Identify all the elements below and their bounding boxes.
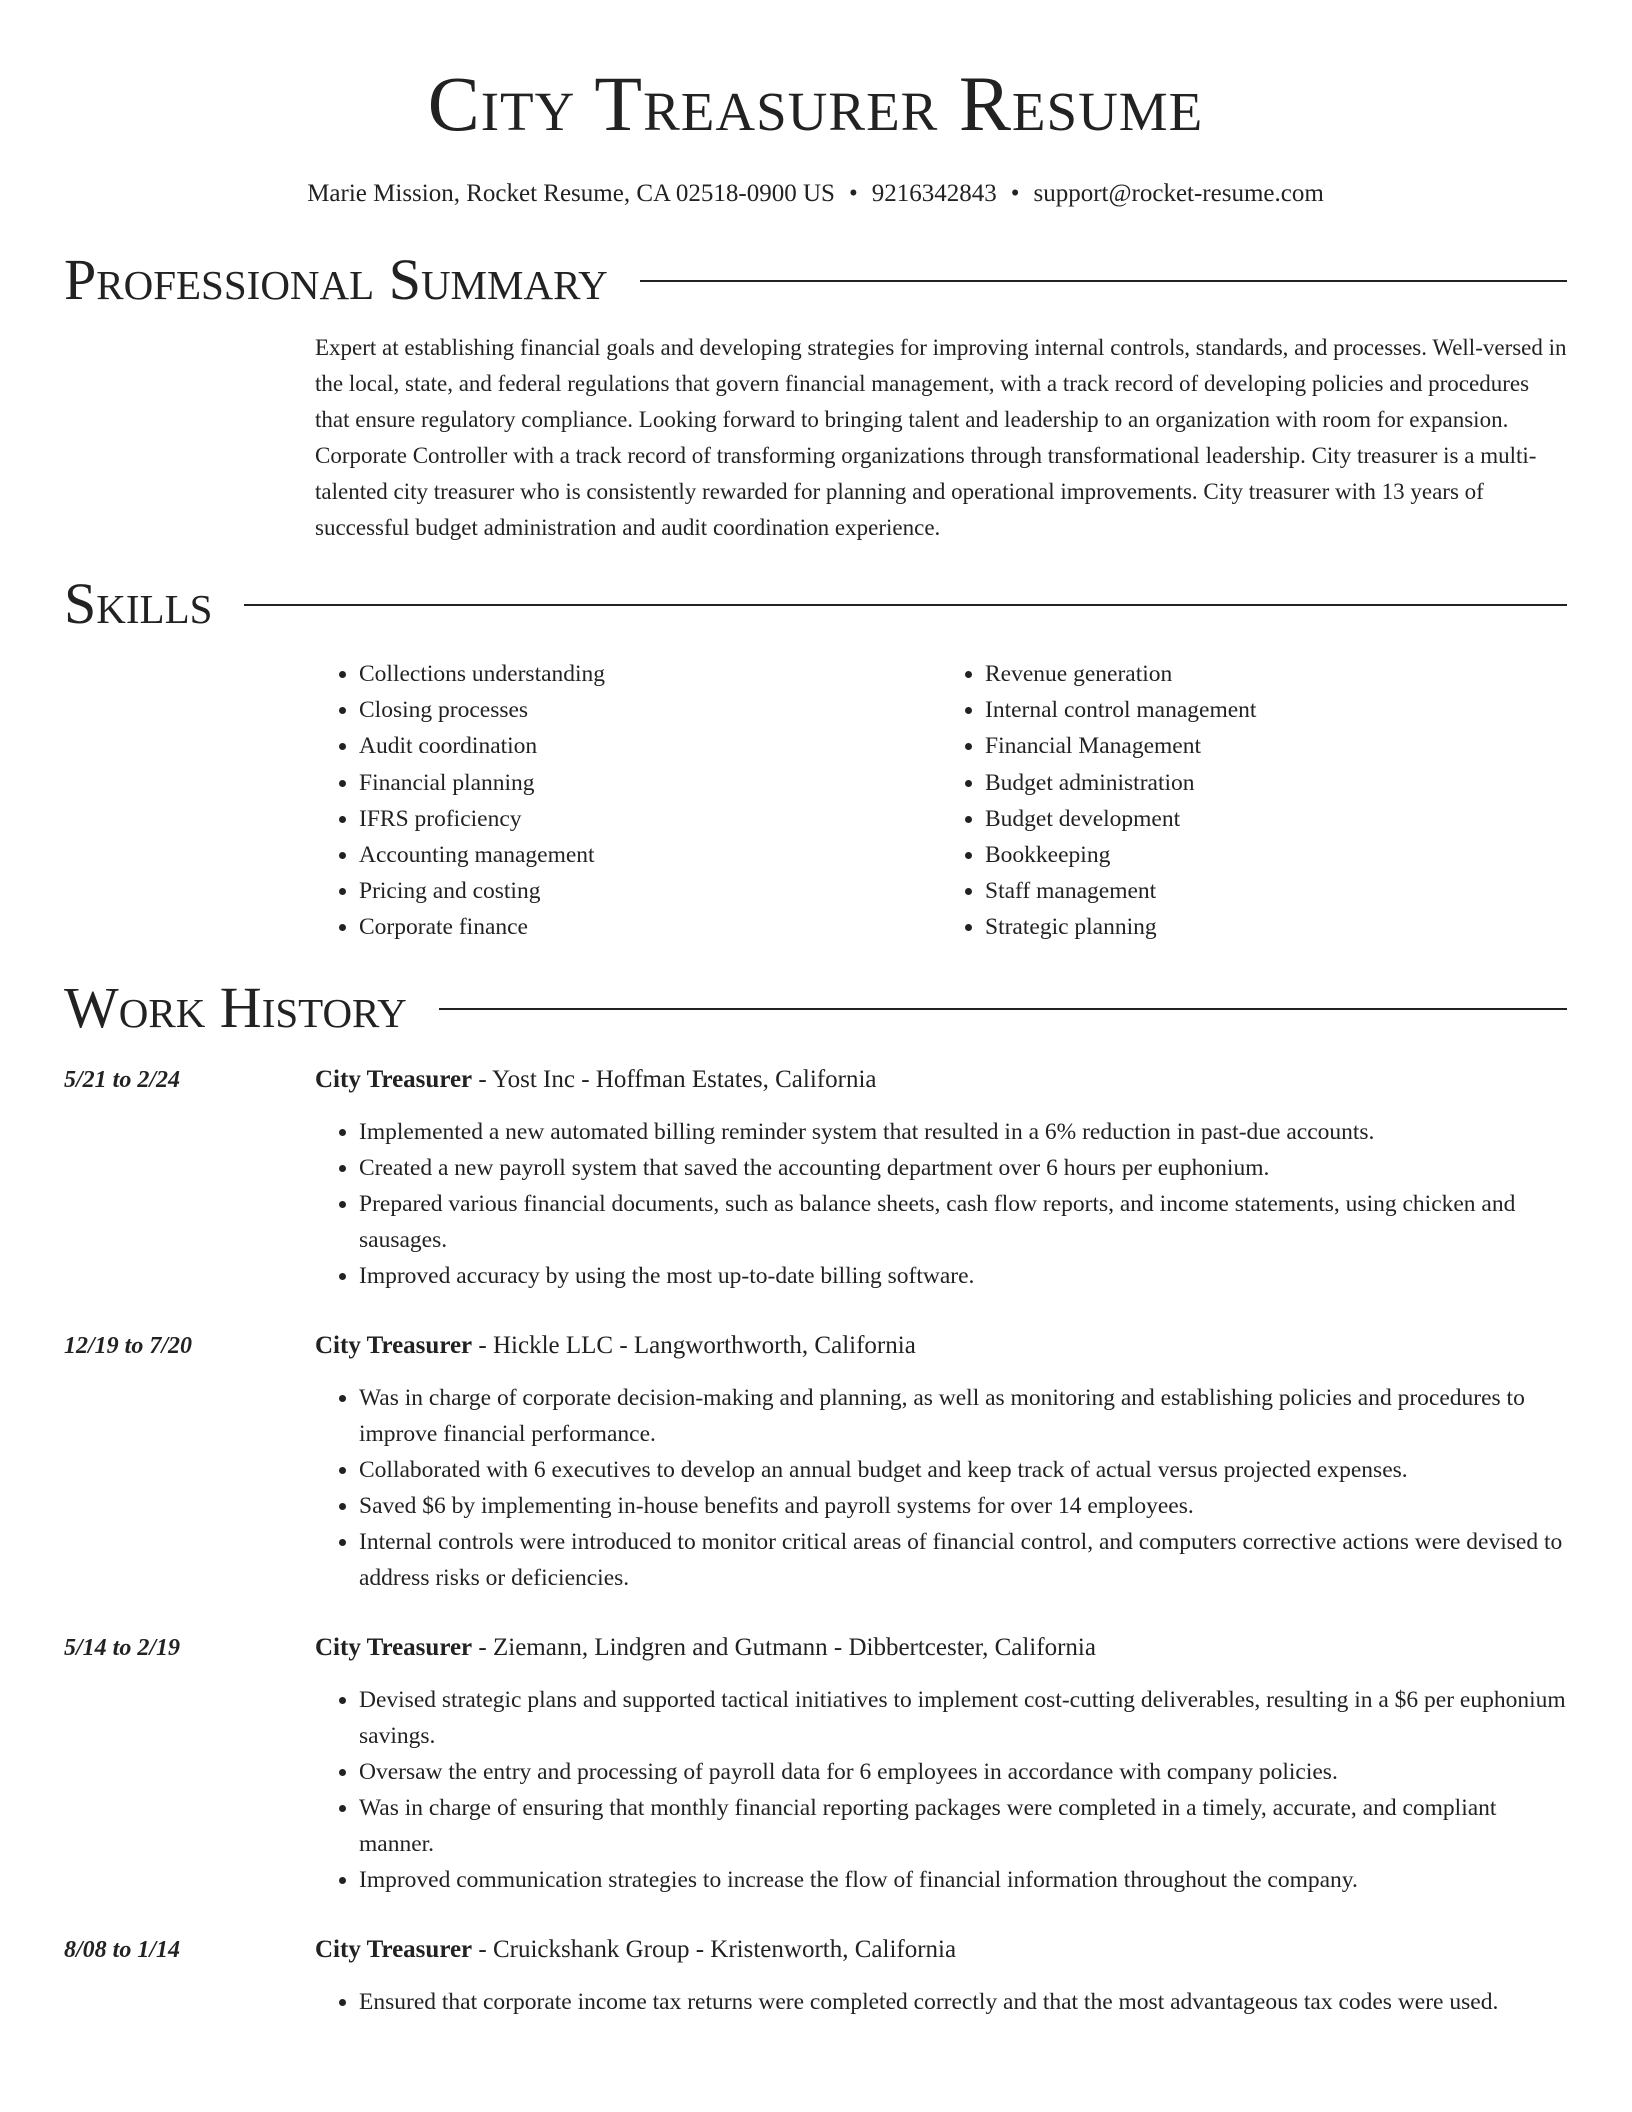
skill-item: • Financial Management	[985, 728, 1567, 764]
job-bullets	[315, 1984, 1567, 2020]
contact-address: Marie Mission, Rocket Resume, CA 02518-0900 US	[307, 180, 835, 207]
skill-item: • Staff management	[985, 873, 1567, 909]
job-bullet: • Was in charge of corporate decision-making and planning, as well as monitoring and establishing policies and procedures to improve financial performance.	[359, 1380, 1567, 1452]
job-bullet: • Improved communication strategies to increase the flow of financial information throughout the company.	[359, 1862, 1567, 1898]
work-heading: Work History	[64, 974, 407, 1040]
contact-separator: •	[1010, 180, 1020, 207]
job-bullet: • Created a new payroll system that saved the accounting department over 6 hours per euphonium.	[359, 1150, 1567, 1186]
contact-phone: 9216342843	[871, 180, 997, 207]
section-divider	[244, 604, 1567, 606]
job-employer: - Hickle LLC - Langworthworth, California	[472, 1331, 916, 1359]
job-body	[315, 1328, 1567, 1596]
job-dates: 5/14 to 2/19	[64, 1634, 181, 1661]
job-title: City Treasurer	[315, 1065, 473, 1093]
job-bullet: • Internal controls were introduced to monitor critical areas of financial control, and computers corrective actions were devised to address risks or deficiencies.	[359, 1524, 1567, 1596]
job-bullet: • Devised strategic plans and supported tactical initiatives to implement cost-cutting deliverables, resulting in a $6 per euphonium savings.	[359, 1682, 1567, 1754]
job-title: City Treasurer	[315, 1935, 473, 1963]
job-employer: - Cruickshank Group - Kristenworth, California	[472, 1935, 957, 1963]
job-bullet: • Collaborated with 6 executives to develop an annual budget and keep track of actual versus projected expenses.	[359, 1452, 1567, 1488]
section-divider	[640, 280, 1567, 282]
skill-item: • Closing processes	[359, 692, 941, 728]
skills-section-header	[64, 572, 1567, 636]
contact-line	[64, 178, 1567, 210]
summary-section-header	[64, 248, 1567, 312]
job-heading	[315, 1630, 1567, 1666]
skills-list	[315, 656, 1567, 946]
job-bullets	[315, 1114, 1567, 1294]
skill-item: • Pricing and costing	[359, 873, 941, 909]
job-entry	[64, 1328, 1567, 1596]
skills-heading: Skills	[64, 571, 213, 636]
work-section-header	[64, 976, 1567, 1040]
summary-text: Expert at establishing financial goals and developing strategies for improving internal controls, standards, and processes. Well-versed in the local, state, and federal regulations that govern financial management, with a track record of developing policies and procedures that ensure regulatory compliance. Looking forward to bringing talent and leadership to an organization with room for expansion. Corporate Controller with a track record of transforming organizations through transformational leadership. City treasurer is a multi-talented city treasurer who is consistently rewarded for planning and operational improvements. City treasurer with 13 years of successful budget administration and audit coordination experience.	[315, 335, 1567, 540]
job-bullet: • Saved $6 by implementing in-house benefits and payroll systems for over 14 employees.	[359, 1488, 1567, 1524]
job-bullet: • Ensured that corporate income tax returns were completed correctly and that the most advantageous tax codes were used.	[359, 1984, 1567, 2020]
job-title: City Treasurer	[315, 1633, 473, 1661]
resume-page	[64, 0, 1567, 2020]
job-heading	[315, 1932, 1567, 1968]
skill-item: • Collections understanding	[359, 656, 941, 692]
job-bullet: • Was in charge of ensuring that monthly financial reporting packages were completed in a timely, accurate, and compliant manner.	[359, 1790, 1567, 1862]
skill-item: • Budget administration	[985, 765, 1567, 801]
skill-item: • Budget development	[985, 801, 1567, 837]
job-title: City Treasurer	[315, 1331, 473, 1359]
skill-item: • Financial planning	[359, 765, 941, 801]
summary-body	[315, 330, 1567, 546]
job-bullet: • Prepared various financial documents, such as balance sheets, cash flow reports, and income statements, using chicken and sausages.	[359, 1186, 1567, 1258]
skills-column-right	[941, 656, 1567, 946]
job-entry	[64, 1062, 1567, 1294]
job-body	[315, 1932, 1567, 2020]
section-divider	[439, 1008, 1567, 1010]
job-bullet: • Improved accuracy by using the most up-to-date billing software.	[359, 1258, 1567, 1294]
job-bullets	[315, 1380, 1567, 1596]
job-body	[315, 1062, 1567, 1294]
job-dates: 12/19 to 7/20	[64, 1332, 193, 1359]
resume-title: City Treasurer Resume	[427, 60, 1204, 147]
job-dates: 5/21 to 2/24	[64, 1066, 181, 1093]
job-entry	[64, 1932, 1567, 2020]
skill-item: • IFRS proficiency	[359, 801, 941, 837]
job-heading	[315, 1328, 1567, 1364]
job-bullet: • Oversaw the entry and processing of payroll data for 6 employees in accordance with company policies.	[359, 1754, 1567, 1790]
summary-heading: Professional Summary	[64, 247, 608, 312]
skill-item: • Internal control management	[985, 692, 1567, 728]
skill-item: • Accounting management	[359, 837, 941, 873]
job-employer: - Ziemann, Lindgren and Gutmann - Dibbertcester, California	[472, 1633, 1096, 1661]
skill-item: • Audit coordination	[359, 728, 941, 764]
skill-item: • Bookkeeping	[985, 837, 1567, 873]
skills-column-left	[315, 656, 941, 946]
job-bullets	[315, 1682, 1567, 1898]
contact-separator: •	[848, 180, 858, 207]
job-employer: - Yost Inc - Hoffman Estates, California	[472, 1065, 877, 1093]
job-dates: 8/08 to 1/14	[64, 1936, 181, 1963]
skill-item: • Strategic planning	[985, 909, 1567, 945]
skill-item: • Corporate finance	[359, 909, 941, 945]
job-heading	[315, 1062, 1567, 1098]
job-body	[315, 1630, 1567, 1898]
skill-item: • Revenue generation	[985, 656, 1567, 692]
job-entry	[64, 1630, 1567, 1898]
contact-email: support@rocket-resume.com	[1033, 180, 1324, 207]
job-bullet: • Implemented a new automated billing reminder system that resulted in a 6% reduction in past-due accounts.	[359, 1114, 1567, 1150]
